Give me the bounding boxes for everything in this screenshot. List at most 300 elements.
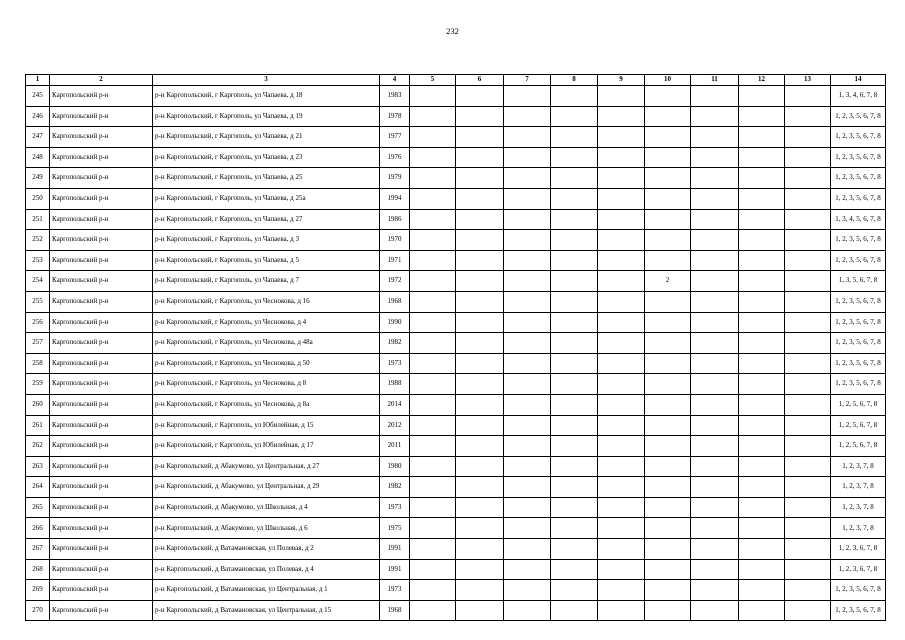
empty-cell bbox=[739, 394, 785, 415]
empty-cell bbox=[691, 86, 739, 107]
row-number: 249 bbox=[26, 168, 50, 189]
empty-cell bbox=[691, 353, 739, 374]
empty-cell bbox=[739, 580, 785, 601]
column-header: 9 bbox=[598, 75, 645, 86]
table-row bbox=[26, 250, 886, 271]
page-number: 232 bbox=[446, 26, 459, 36]
codes-cell: 1, 2, 3, 5, 6, 7, 8 bbox=[831, 250, 886, 271]
empty-cell bbox=[410, 127, 456, 148]
codes-cell: 1, 2, 3, 5, 6, 7, 8 bbox=[831, 147, 886, 168]
district-cell: Каргопольский р-н bbox=[50, 374, 153, 395]
empty-cell bbox=[785, 271, 831, 292]
table-row bbox=[26, 580, 886, 601]
empty-cell bbox=[410, 497, 456, 518]
empty-cell bbox=[691, 168, 739, 189]
empty-cell bbox=[598, 394, 645, 415]
codes-cell: 1, 2, 3, 5, 6, 7, 8 bbox=[831, 230, 886, 251]
district-cell: Каргопольский р-н bbox=[50, 291, 153, 312]
empty-cell bbox=[598, 147, 645, 168]
empty-cell bbox=[551, 580, 598, 601]
address-cell: р-н Каргопольский, г Каргополь, ул Чеснокова, д 48а bbox=[153, 333, 380, 354]
empty-cell bbox=[691, 539, 739, 560]
empty-cell bbox=[410, 250, 456, 271]
empty-cell bbox=[598, 497, 645, 518]
year-cell: 1991 bbox=[380, 539, 410, 560]
empty-cell bbox=[456, 147, 504, 168]
address-cell: р-н Каргопольский, г Каргополь, ул Чапаева, д 18 bbox=[153, 86, 380, 107]
codes-cell: 1, 3, 5, 6, 7, 8 bbox=[831, 271, 886, 292]
empty-cell bbox=[504, 436, 551, 457]
codes-cell: 1, 2, 3, 5, 6, 7, 8 bbox=[831, 374, 886, 395]
empty-cell bbox=[410, 394, 456, 415]
register-table bbox=[25, 74, 886, 621]
empty-cell bbox=[504, 250, 551, 271]
table-row bbox=[26, 271, 886, 292]
empty-cell bbox=[456, 271, 504, 292]
empty-cell bbox=[504, 230, 551, 251]
empty-cell bbox=[785, 497, 831, 518]
empty-cell bbox=[410, 188, 456, 209]
district-cell: Каргопольский р-н bbox=[50, 86, 153, 107]
empty-cell bbox=[551, 312, 598, 333]
col10-cell bbox=[645, 250, 691, 271]
empty-cell bbox=[739, 415, 785, 436]
table-row bbox=[26, 106, 886, 127]
empty-cell bbox=[504, 333, 551, 354]
empty-cell bbox=[456, 374, 504, 395]
empty-cell bbox=[551, 147, 598, 168]
empty-cell bbox=[785, 291, 831, 312]
district-cell: Каргопольский р-н bbox=[50, 456, 153, 477]
empty-cell bbox=[410, 333, 456, 354]
address-cell: р-н Каргопольский, д Абакумово, ул Центральная, д 29 bbox=[153, 477, 380, 498]
empty-cell bbox=[691, 291, 739, 312]
col10-cell bbox=[645, 188, 691, 209]
empty-cell bbox=[504, 456, 551, 477]
empty-cell bbox=[785, 394, 831, 415]
district-cell: Каргопольский р-н bbox=[50, 518, 153, 539]
year-cell: 1982 bbox=[380, 477, 410, 498]
codes-cell: 1, 2, 3, 5, 6, 7, 8 bbox=[831, 127, 886, 148]
empty-cell bbox=[504, 127, 551, 148]
column-header: 5 bbox=[410, 75, 456, 86]
empty-cell bbox=[691, 600, 739, 621]
col10-cell bbox=[645, 394, 691, 415]
district-cell: Каргопольский р-н bbox=[50, 230, 153, 251]
row-number: 253 bbox=[26, 250, 50, 271]
row-number: 270 bbox=[26, 600, 50, 621]
district-cell: Каргопольский р-н bbox=[50, 271, 153, 292]
empty-cell bbox=[598, 518, 645, 539]
empty-cell bbox=[456, 580, 504, 601]
year-cell: 1986 bbox=[380, 209, 410, 230]
address-cell: р-н Каргопольский, г Каргополь, ул Юбилейная, д 15 bbox=[153, 415, 380, 436]
table-row bbox=[26, 600, 886, 621]
empty-cell bbox=[456, 436, 504, 457]
table-row bbox=[26, 209, 886, 230]
empty-cell bbox=[598, 559, 645, 580]
column-header: 12 bbox=[739, 75, 785, 86]
col10-cell bbox=[645, 600, 691, 621]
empty-cell bbox=[739, 436, 785, 457]
table-row bbox=[26, 291, 886, 312]
table-row bbox=[26, 436, 886, 457]
row-number: 251 bbox=[26, 209, 50, 230]
empty-cell bbox=[691, 312, 739, 333]
address-cell: р-н Каргопольский, д Ватамановская, ул Центральная, д 15 bbox=[153, 600, 380, 621]
empty-cell bbox=[785, 518, 831, 539]
district-cell: Каргопольский р-н bbox=[50, 147, 153, 168]
col10-cell bbox=[645, 580, 691, 601]
empty-cell bbox=[504, 559, 551, 580]
empty-cell bbox=[551, 250, 598, 271]
col10-cell bbox=[645, 291, 691, 312]
address-cell: р-н Каргопольский, г Каргополь, ул Чапаева, д 5 bbox=[153, 250, 380, 271]
empty-cell bbox=[739, 497, 785, 518]
table-row bbox=[26, 188, 886, 209]
empty-cell bbox=[691, 333, 739, 354]
empty-cell bbox=[598, 353, 645, 374]
year-cell: 1973 bbox=[380, 353, 410, 374]
empty-cell bbox=[691, 497, 739, 518]
empty-cell bbox=[785, 580, 831, 601]
empty-cell bbox=[739, 353, 785, 374]
table-row bbox=[26, 456, 886, 477]
empty-cell bbox=[598, 291, 645, 312]
codes-cell: 1, 3, 4, 5, 6, 7, 8 bbox=[831, 209, 886, 230]
address-cell: р-н Каргопольский, д Ватамановская, ул Центральная, д 1 bbox=[153, 580, 380, 601]
year-cell: 1968 bbox=[380, 291, 410, 312]
empty-cell bbox=[551, 374, 598, 395]
table-row bbox=[26, 312, 886, 333]
codes-cell: 1, 2, 3, 7, 8 bbox=[831, 477, 886, 498]
empty-cell bbox=[598, 580, 645, 601]
year-cell: 1978 bbox=[380, 106, 410, 127]
empty-cell bbox=[598, 188, 645, 209]
empty-cell bbox=[691, 415, 739, 436]
empty-cell bbox=[410, 230, 456, 251]
district-cell: Каргопольский р-н bbox=[50, 353, 153, 374]
empty-cell bbox=[410, 374, 456, 395]
empty-cell bbox=[456, 230, 504, 251]
empty-cell bbox=[456, 333, 504, 354]
codes-cell: 1, 2, 3, 5, 6, 7, 8 bbox=[831, 291, 886, 312]
empty-cell bbox=[410, 291, 456, 312]
codes-cell: 1, 2, 3, 7, 8 bbox=[831, 497, 886, 518]
table-row bbox=[26, 353, 886, 374]
empty-cell bbox=[739, 291, 785, 312]
empty-cell bbox=[739, 456, 785, 477]
empty-cell bbox=[598, 86, 645, 107]
codes-cell: 1, 2, 3, 5, 6, 7, 8 bbox=[831, 188, 886, 209]
empty-cell bbox=[785, 374, 831, 395]
codes-cell: 1, 2, 3, 5, 6, 7, 8 bbox=[831, 106, 886, 127]
empty-cell bbox=[410, 312, 456, 333]
empty-cell bbox=[739, 168, 785, 189]
address-cell: р-н Каргопольский, д Ватамановская, ул Полевая, д 2 bbox=[153, 539, 380, 560]
empty-cell bbox=[739, 209, 785, 230]
col10-cell bbox=[645, 106, 691, 127]
table-body bbox=[26, 86, 886, 621]
row-number: 255 bbox=[26, 291, 50, 312]
row-number: 262 bbox=[26, 436, 50, 457]
row-number: 256 bbox=[26, 312, 50, 333]
empty-cell bbox=[551, 456, 598, 477]
empty-cell bbox=[739, 477, 785, 498]
empty-cell bbox=[504, 188, 551, 209]
empty-cell bbox=[456, 497, 504, 518]
district-cell: Каргопольский р-н bbox=[50, 415, 153, 436]
year-cell: 1991 bbox=[380, 559, 410, 580]
row-number: 259 bbox=[26, 374, 50, 395]
address-cell: р-н Каргопольский, г Каргополь, ул Чапаева, д 23 bbox=[153, 147, 380, 168]
empty-cell bbox=[504, 477, 551, 498]
empty-cell bbox=[785, 600, 831, 621]
empty-cell bbox=[598, 415, 645, 436]
district-cell: Каргопольский р-н bbox=[50, 188, 153, 209]
table-row bbox=[26, 559, 886, 580]
row-number: 246 bbox=[26, 106, 50, 127]
address-cell: р-н Каргопольский, г Каргополь, ул Чапаева, д 19 bbox=[153, 106, 380, 127]
year-cell: 1970 bbox=[380, 230, 410, 251]
empty-cell bbox=[691, 106, 739, 127]
empty-cell bbox=[456, 600, 504, 621]
column-header: 10 bbox=[645, 75, 691, 86]
empty-cell bbox=[785, 415, 831, 436]
empty-cell bbox=[551, 394, 598, 415]
empty-cell bbox=[456, 209, 504, 230]
row-number: 264 bbox=[26, 477, 50, 498]
year-cell: 1975 bbox=[380, 518, 410, 539]
empty-cell bbox=[456, 353, 504, 374]
empty-cell bbox=[504, 600, 551, 621]
table-row bbox=[26, 394, 886, 415]
row-number: 263 bbox=[26, 456, 50, 477]
empty-cell bbox=[551, 436, 598, 457]
empty-cell bbox=[504, 497, 551, 518]
empty-cell bbox=[691, 250, 739, 271]
empty-cell bbox=[456, 291, 504, 312]
district-cell: Каргопольский р-н bbox=[50, 312, 153, 333]
empty-cell bbox=[739, 600, 785, 621]
row-number: 252 bbox=[26, 230, 50, 251]
empty-cell bbox=[410, 209, 456, 230]
col10-cell bbox=[645, 86, 691, 107]
table-row bbox=[26, 374, 886, 395]
col10-cell bbox=[645, 333, 691, 354]
col10-cell bbox=[645, 230, 691, 251]
district-cell: Каргопольский р-н bbox=[50, 477, 153, 498]
year-cell: 1988 bbox=[380, 374, 410, 395]
empty-cell bbox=[504, 291, 551, 312]
empty-cell bbox=[551, 188, 598, 209]
empty-cell bbox=[551, 333, 598, 354]
year-cell: 1976 bbox=[380, 147, 410, 168]
empty-cell bbox=[785, 230, 831, 251]
empty-cell bbox=[785, 353, 831, 374]
empty-cell bbox=[410, 271, 456, 292]
empty-cell bbox=[785, 106, 831, 127]
empty-cell bbox=[739, 518, 785, 539]
column-header: 8 bbox=[551, 75, 598, 86]
empty-cell bbox=[504, 539, 551, 560]
empty-cell bbox=[504, 312, 551, 333]
district-cell: Каргопольский р-н bbox=[50, 168, 153, 189]
empty-cell bbox=[551, 497, 598, 518]
empty-cell bbox=[785, 559, 831, 580]
empty-cell bbox=[504, 209, 551, 230]
year-cell: 1990 bbox=[380, 312, 410, 333]
empty-cell bbox=[551, 106, 598, 127]
empty-cell bbox=[551, 518, 598, 539]
col10-cell bbox=[645, 518, 691, 539]
empty-cell bbox=[598, 539, 645, 560]
codes-cell: 1, 2, 5, 6, 7, 8 bbox=[831, 436, 886, 457]
address-cell: р-н Каргопольский, г Каргополь, ул Чапаева, д 25 bbox=[153, 168, 380, 189]
empty-cell bbox=[551, 559, 598, 580]
address-cell: р-н Каргопольский, г Каргополь, ул Чапаева, д 3 bbox=[153, 230, 380, 251]
empty-cell bbox=[410, 147, 456, 168]
table-row bbox=[26, 477, 886, 498]
codes-cell: 1, 2, 3, 5, 6, 7, 8 bbox=[831, 333, 886, 354]
empty-cell bbox=[739, 539, 785, 560]
row-number: 268 bbox=[26, 559, 50, 580]
empty-cell bbox=[598, 127, 645, 148]
col10-cell bbox=[645, 477, 691, 498]
codes-cell: 1, 2, 3, 5, 6, 7, 8 bbox=[831, 600, 886, 621]
empty-cell bbox=[691, 456, 739, 477]
col10-cell bbox=[645, 415, 691, 436]
empty-cell bbox=[739, 230, 785, 251]
empty-cell bbox=[785, 168, 831, 189]
empty-cell bbox=[739, 312, 785, 333]
year-cell: 1972 bbox=[380, 271, 410, 292]
empty-cell bbox=[551, 271, 598, 292]
empty-cell bbox=[691, 394, 739, 415]
empty-cell bbox=[598, 456, 645, 477]
codes-cell: 1, 2, 3, 6, 7, 8 bbox=[831, 559, 886, 580]
empty-cell bbox=[691, 230, 739, 251]
address-cell: р-н Каргопольский, г Каргополь, ул Чапаева, д 7 bbox=[153, 271, 380, 292]
empty-cell bbox=[691, 374, 739, 395]
empty-cell bbox=[456, 86, 504, 107]
empty-cell bbox=[739, 250, 785, 271]
empty-cell bbox=[551, 477, 598, 498]
col10-cell bbox=[645, 209, 691, 230]
address-cell: р-н Каргопольский, г Каргополь, ул Чеснокова, д 8 bbox=[153, 374, 380, 395]
col10-cell bbox=[645, 147, 691, 168]
table-row bbox=[26, 127, 886, 148]
empty-cell bbox=[691, 580, 739, 601]
empty-cell bbox=[598, 230, 645, 251]
empty-cell bbox=[456, 106, 504, 127]
address-cell: р-н Каргопольский, д Ватамановская, ул Полевая, д 4 bbox=[153, 559, 380, 580]
empty-cell bbox=[551, 230, 598, 251]
year-cell: 1983 bbox=[380, 86, 410, 107]
empty-cell bbox=[598, 168, 645, 189]
empty-cell bbox=[598, 209, 645, 230]
empty-cell bbox=[598, 312, 645, 333]
empty-cell bbox=[456, 415, 504, 436]
empty-cell bbox=[785, 147, 831, 168]
table-row bbox=[26, 86, 886, 107]
empty-cell bbox=[504, 168, 551, 189]
empty-cell bbox=[551, 353, 598, 374]
district-cell: Каргопольский р-н bbox=[50, 539, 153, 560]
empty-cell bbox=[456, 456, 504, 477]
empty-cell bbox=[785, 250, 831, 271]
empty-cell bbox=[410, 436, 456, 457]
empty-cell bbox=[551, 539, 598, 560]
empty-cell bbox=[691, 518, 739, 539]
row-number: 265 bbox=[26, 497, 50, 518]
empty-cell bbox=[504, 353, 551, 374]
empty-cell bbox=[410, 415, 456, 436]
empty-cell bbox=[504, 106, 551, 127]
column-header: 4 bbox=[380, 75, 410, 86]
district-cell: Каргопольский р-н bbox=[50, 127, 153, 148]
address-cell: р-н Каргопольский, д Абакумово, ул Школьная, д 4 bbox=[153, 497, 380, 518]
empty-cell bbox=[410, 86, 456, 107]
year-cell: 2012 bbox=[380, 415, 410, 436]
empty-cell bbox=[785, 333, 831, 354]
address-cell: р-н Каргопольский, д Абакумово, ул Школьная, д 6 bbox=[153, 518, 380, 539]
col10-cell bbox=[645, 374, 691, 395]
table-row bbox=[26, 333, 886, 354]
empty-cell bbox=[456, 188, 504, 209]
row-number: 266 bbox=[26, 518, 50, 539]
row-number: 269 bbox=[26, 580, 50, 601]
empty-cell bbox=[739, 271, 785, 292]
address-cell: р-н Каргопольский, г Каргополь, ул Чеснокова, д 50 bbox=[153, 353, 380, 374]
empty-cell bbox=[785, 127, 831, 148]
row-number: 245 bbox=[26, 86, 50, 107]
column-header: 13 bbox=[785, 75, 831, 86]
empty-cell bbox=[456, 518, 504, 539]
codes-cell: 1, 2, 5, 6, 7, 8 bbox=[831, 394, 886, 415]
row-number: 260 bbox=[26, 394, 50, 415]
empty-cell bbox=[456, 539, 504, 560]
address-cell: р-н Каргопольский, г Каргополь, ул Чеснокова, д 4 bbox=[153, 312, 380, 333]
address-cell: р-н Каргопольский, г Каргополь, ул Чеснокова, д 16 bbox=[153, 291, 380, 312]
col10-cell bbox=[645, 539, 691, 560]
empty-cell bbox=[551, 127, 598, 148]
table-row bbox=[26, 539, 886, 560]
empty-cell bbox=[598, 271, 645, 292]
district-cell: Каргопольский р-н bbox=[50, 250, 153, 271]
empty-cell bbox=[598, 106, 645, 127]
row-number: 258 bbox=[26, 353, 50, 374]
empty-cell bbox=[598, 477, 645, 498]
row-number: 267 bbox=[26, 539, 50, 560]
empty-cell bbox=[785, 188, 831, 209]
codes-cell: 1, 2, 3, 7, 8 bbox=[831, 518, 886, 539]
column-header: 3 bbox=[153, 75, 380, 86]
empty-cell bbox=[456, 312, 504, 333]
empty-cell bbox=[691, 188, 739, 209]
empty-cell bbox=[785, 456, 831, 477]
district-cell: Каргопольский р-н bbox=[50, 497, 153, 518]
empty-cell bbox=[410, 477, 456, 498]
empty-cell bbox=[785, 86, 831, 107]
empty-cell bbox=[410, 600, 456, 621]
address-cell: р-н Каргопольский, г Каргополь, ул Чапаева, д 27 bbox=[153, 209, 380, 230]
column-header: 7 bbox=[504, 75, 551, 86]
year-cell: 1968 bbox=[380, 600, 410, 621]
column-header: 1 bbox=[26, 75, 50, 86]
table-row bbox=[26, 168, 886, 189]
empty-cell bbox=[504, 147, 551, 168]
